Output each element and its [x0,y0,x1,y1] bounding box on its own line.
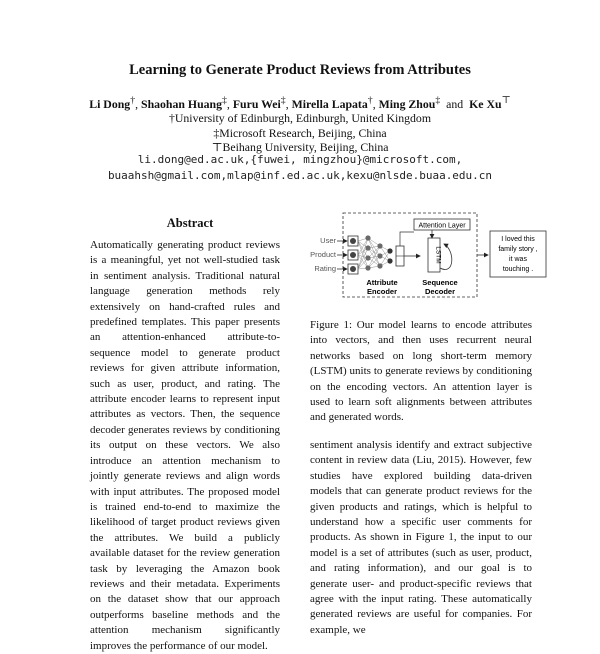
author-mark: † [367,95,373,106]
author-name: Mirella Lapata [291,96,368,111]
lstm-label: LSTM [434,246,442,264]
encoder-network [358,238,390,269]
output-review-line: it was [509,256,527,263]
input-label-product: Product [310,250,336,259]
abstract-paragraph: Automatically generating product reviews is a meaningful, yet not well-studied task in sentiment analysis. Traditional natural language generation methods rely extensively on hand-crafted rules and predefined templates. This paper presents an attention-enhanced attribute-to-sequence model to generate product reviews for given attribute information, such as user, product, and rating. The attribute encoder learns to represent input attributes as vectors. Then, the sequence decoder generates reviews by conditioning its output on these vectors. We also introduce an attention mechanism to jointly generate reviews and align words with input attributes. The proposed model is trained end-to-end to maximize the likelihood of target product reviews given the attributes. We build a publicly available dataset for the review generation task by leveraging the Amazon book reviews and their metadata. Experiments on the dataset show that our approach outperforms baseline methods and the attention mechanism significantly improves the performance of our model. [90,239,280,652]
figure-caption [310,318,532,426]
decoder-label-line-2: Decoder [424,287,456,296]
encoder-label-line-2: Encoder [366,287,398,296]
affiliation: †University of Edinburgh, Edinburgh, United Kingdom [168,111,432,126]
decoder-label-line-1: Sequence [422,278,458,287]
body-paragraph: sentiment analysis identify and extract subjective content in review data (Liu, 2015). However, few studies have explored building data-driven models that can generate product reviews for the given products and ratings, which is helpful to understand how a specific user comments for products. As shown in Figure 1, the input to our model is a set of attributes (such as user, product, and rating information), and our goal is to generate user- and product-specific reviews that agree with the input rating. These automatically generated reviews are useful for companies. For example, we [310,439,532,636]
email-block [0,152,600,184]
input-label-rating: Rating [314,264,336,273]
author-mark: ⊤ [501,95,511,106]
figure-1 [310,210,550,305]
model-diagram [310,210,550,305]
author-name: Shaohan Huang [141,96,222,111]
email-line: buaahsh@gmail.com,mlap@inf.ed.ac.uk,kexu@nlsde.buaa.edu.cn [107,169,493,182]
encoder-input-nodes [348,236,358,274]
author-mark: † [130,95,136,106]
body-text-column [310,438,532,638]
email-line: li.dong@ed.ac.uk,{fuwei, mingzhou}@microsoft.com, [137,153,463,166]
author-name: Ke Xu [469,96,502,111]
abstract-text [90,238,280,654]
encoder-label-line-1: Attribute [366,278,398,287]
author-line: Li Dong†, Shaohan Huang‡, Furu Wei‡, Mirella Lapata†, Ming Zhou‡ and Ke Xu⊤ [89,95,511,111]
and-word: and [446,96,464,111]
author-name: Furu Wei [232,96,281,111]
output-review-line: I loved this [501,236,535,243]
output-review-line: touching . [502,266,534,273]
affiliation: ⊤Beihang University, Beijing, China [211,140,389,155]
author-name: Ming Zhou [378,96,436,111]
author-mark: ‡ [222,95,227,106]
paper-title: Learning to Generate Product Reviews from Attributes [129,62,471,78]
input-label-user: User [320,236,336,245]
affiliation: ‡Microsoft Research, Beijing, China [213,125,387,140]
author-mark: ‡ [280,95,286,106]
attention-layer-label: Attention Layer [418,222,466,230]
abstract-heading: Abstract [166,216,214,230]
caption-text: Figure 1: Our model learns to encode attributes into vectors, and then uses recurrent neural networks based on long short-term memory (LSTM) units to generate reviews by conditioning on the encoding vectors. An attention layer is used to learn soft alignments between attributes and generated words. [310,319,532,424]
output-review-line: family story , [498,246,538,253]
author-name: Li Dong [89,96,131,111]
author-block [0,94,600,155]
encoder-to-attention-arrow [400,232,414,246]
author-mark: ‡ [435,95,441,106]
